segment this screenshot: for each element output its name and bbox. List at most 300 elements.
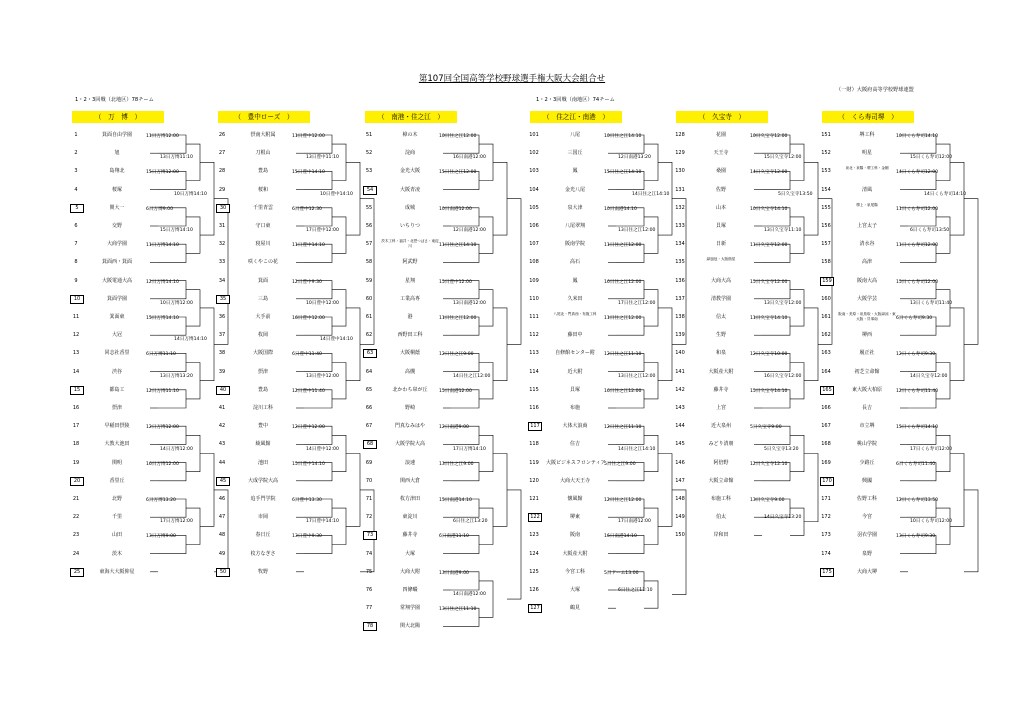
team-row <box>528 385 678 395</box>
team-row <box>216 476 366 486</box>
team-name: 咲くやこの花 <box>247 259 278 266</box>
team-name: 阪南・美原・泉鳥取・大阪緑涼・東大阪・貝塚南 <box>838 312 896 321</box>
block-header: （ 久宝寺 ） <box>676 111 768 123</box>
seed-number: 106 <box>529 223 539 229</box>
seed-number: 69 <box>365 459 373 466</box>
team-row <box>528 312 678 322</box>
seed-number: 141 <box>675 368 685 375</box>
team-row <box>70 221 220 231</box>
team-name: 羽衣学園 <box>856 532 877 539</box>
team-row <box>363 257 513 267</box>
team-row <box>363 458 513 468</box>
seed-number: 125 <box>529 568 539 575</box>
team-name: 箕面学園 <box>106 295 127 302</box>
seed-number: 65 <box>365 386 373 393</box>
team-name: 千里青雲 <box>252 204 273 211</box>
game-schedule: 15日住之江12:00 <box>439 170 477 176</box>
team-row <box>528 512 678 522</box>
team-name: 関明 <box>111 459 122 466</box>
seed-number: 172 <box>821 514 831 521</box>
team-row <box>674 530 824 540</box>
seed-number: 33 <box>218 259 226 266</box>
team-row <box>70 476 220 486</box>
game-schedule: 13日住之江12:00 <box>618 228 656 234</box>
team-name: 鶴見 <box>569 605 580 612</box>
game-schedule: 10日南港14:10 <box>604 206 637 212</box>
game-schedule: 10日久宝寺12:00 <box>750 134 788 139</box>
team-name: 同志社香里 <box>104 350 130 357</box>
team-name: 金光八尾 <box>564 186 585 193</box>
game-schedule: 6日南港11:10 <box>439 534 469 540</box>
team-name: いちりつ <box>399 223 420 229</box>
game-schedule: 15日豊中12:00 <box>439 279 472 285</box>
game-schedule: 14日久宝寺12:00 <box>750 170 788 176</box>
team-name: 堺工科 <box>859 132 875 138</box>
team-row <box>820 494 970 504</box>
team-name: 大阪電通大高 <box>101 277 132 284</box>
seed-number: 41 <box>218 405 226 411</box>
team-row <box>674 403 824 413</box>
game-schedule: 13日住之江12:00 <box>618 373 656 379</box>
team-row <box>528 476 678 486</box>
seed-number: 115 <box>529 386 539 393</box>
game-schedule: 10日豊中12:00 <box>306 300 339 306</box>
seed-number: 121 <box>529 496 539 502</box>
team-name: 和泉 <box>715 350 726 357</box>
team-name: 茨木 <box>111 550 122 557</box>
game-schedule: 14日万博14:10 <box>174 337 207 343</box>
team-row <box>674 239 824 249</box>
game-schedule: 15日万博14:10 <box>160 228 193 234</box>
seed-number: 6 <box>74 223 78 229</box>
team-row <box>528 421 678 431</box>
team-name: 桑園 <box>715 168 726 175</box>
team-row <box>820 166 970 176</box>
team-row <box>363 221 513 231</box>
game-schedule: 11日住之江12:00 <box>604 243 642 249</box>
game-schedule: 14日住之江14:10 <box>632 191 670 197</box>
game-schedule: 12日住之江12:00 <box>604 498 642 503</box>
seed-number: 71 <box>365 496 373 502</box>
team-name: 布施 <box>569 405 580 411</box>
team-row <box>820 367 970 377</box>
team-row <box>820 312 970 322</box>
team-name: 信太 <box>715 314 726 320</box>
seed-number: 46 <box>218 496 226 502</box>
organizer: （一財）大阪府高等学校野球連盟 <box>836 87 914 93</box>
team-name: 阪南 <box>569 532 580 539</box>
team-row <box>216 312 366 322</box>
team-name: 藤井寺 <box>713 386 729 393</box>
game-schedule: 11日久宝寺14:10 <box>750 316 788 321</box>
team-name: 箕面西・箕面 <box>101 259 132 266</box>
seed-number: 45 <box>216 477 230 486</box>
team-row <box>363 185 513 195</box>
bracket-column <box>822 111 972 711</box>
seed-number: 146 <box>675 459 685 466</box>
game-schedule: 14日豊中14:10 <box>320 337 353 343</box>
team-row <box>820 276 970 286</box>
team-name: 泉野 <box>861 550 872 557</box>
team-row <box>70 257 220 267</box>
team-name: 北野 <box>111 496 122 502</box>
team-name: 佐野工科 <box>856 496 877 502</box>
game-schedule: 10日くら寿司12:00 <box>910 519 953 525</box>
game-schedule: 15日万博14:10 <box>146 316 179 321</box>
team-name: 北かわち皐が丘 <box>392 386 428 393</box>
team-row <box>70 549 220 559</box>
team-row <box>363 476 513 486</box>
team-name: 豊中 <box>257 423 268 430</box>
team-name: 箕面東 <box>109 314 125 320</box>
seed-number: 56 <box>365 223 373 229</box>
team-name: 大商大堺 <box>856 568 877 575</box>
team-name: 岸和田 <box>713 532 729 539</box>
seed-number: 54 <box>363 186 377 195</box>
team-name: 豊島 <box>257 168 268 175</box>
team-row <box>820 385 970 395</box>
team-name: 履正社 <box>859 350 875 357</box>
seed-number: 149 <box>675 514 685 521</box>
seed-number: 160 <box>821 295 831 302</box>
team-row <box>820 476 970 486</box>
seed-number: 15 <box>70 386 84 395</box>
team-row <box>674 276 824 286</box>
team-row <box>216 512 366 522</box>
team-name: 藤田中 <box>567 332 583 339</box>
game-schedule: 12日万博11:10 <box>146 388 179 394</box>
game-schedule: 15日豊中14:10 <box>292 170 325 176</box>
team-row <box>363 203 513 213</box>
game-schedule: 14日久宝寺13:20 <box>764 514 802 520</box>
team-name: 山田 <box>111 532 122 539</box>
seed-number: 155 <box>821 204 831 211</box>
team-row <box>674 312 824 322</box>
team-name: 野崎 <box>404 405 415 411</box>
seed-number: 154 <box>821 186 831 193</box>
seed-number: 158 <box>821 259 831 266</box>
game-schedule: 5日住之江9:00 <box>604 461 636 467</box>
game-schedule: 12日久宝寺12:10 <box>750 461 788 467</box>
team-name: 貝塚 <box>569 386 580 393</box>
game-schedule: 12日くら寿司13:50 <box>896 498 939 503</box>
team-row <box>216 239 366 249</box>
team-name: 今宮 <box>861 514 872 521</box>
team-row <box>674 348 824 358</box>
team-row <box>363 130 513 140</box>
team-row <box>528 367 678 377</box>
team-name: 山本 <box>715 204 726 211</box>
team-name: みどり清朋 <box>708 441 734 448</box>
team-name: 西野田工科 <box>397 332 423 339</box>
team-name: 早稲田摂陵 <box>104 423 130 430</box>
seed-number: 38 <box>218 350 226 357</box>
seed-number: 58 <box>365 259 373 266</box>
game-schedule: 14日南港12:00 <box>453 592 486 598</box>
team-row <box>216 166 366 176</box>
team-row <box>216 257 366 267</box>
team-row <box>363 403 513 413</box>
seed-number: 59 <box>365 277 373 284</box>
team-row <box>528 549 678 559</box>
seed-number: 30 <box>216 204 230 213</box>
seed-number: 21 <box>72 496 80 502</box>
team-name: 大商大高 <box>710 277 731 284</box>
seed-number: 55 <box>365 204 373 211</box>
team-name: 八尾北・門真西・布施工科 <box>553 312 597 316</box>
seed-number: 14 <box>72 368 80 375</box>
team-name: 大阪ビジネスフロンティア <box>546 459 606 466</box>
team-name: 大商大天王寺 <box>559 477 590 484</box>
game-schedule: 13日くら寿司11:40 <box>910 300 953 306</box>
team-row <box>528 403 678 413</box>
seed-number: 47 <box>218 514 226 521</box>
team-row <box>70 294 220 304</box>
team-row <box>528 458 678 468</box>
team-row <box>528 257 678 267</box>
team-row <box>363 494 513 504</box>
team-row <box>528 294 678 304</box>
seed-number: 133 <box>675 223 685 229</box>
team-row <box>70 239 220 249</box>
team-row <box>363 439 513 449</box>
seed-number: 48 <box>218 532 226 539</box>
team-row <box>216 494 366 504</box>
seed-number: 169 <box>821 459 831 466</box>
team-row <box>363 385 513 395</box>
team-name: 大阪立命館 <box>708 477 734 484</box>
team-name: 大阪学院大高 <box>394 441 425 448</box>
team-name: 東海大大阪仰星 <box>99 568 135 575</box>
team-name: 豊島 <box>257 386 268 393</box>
game-schedule: 16日久宝寺12:00 <box>764 373 802 379</box>
seed-number: 161 <box>821 314 831 320</box>
team-row <box>674 421 824 431</box>
team-name: 摂津 <box>111 405 122 411</box>
team-name: 牧野 <box>257 568 268 575</box>
game-schedule: 14日久宝寺12:00 <box>910 373 948 379</box>
team-name: 追手門学院 <box>250 496 276 502</box>
team-row <box>363 276 513 286</box>
seed-number: 136 <box>675 277 685 284</box>
team-row <box>363 530 513 540</box>
block-header: （ 万 博 ） <box>72 111 164 123</box>
team-name: 八尾 <box>569 132 580 138</box>
team-name: 千里 <box>111 514 122 521</box>
seed-number: 102 <box>529 150 539 157</box>
team-row <box>674 439 824 449</box>
seed-number: 159 <box>820 277 834 286</box>
team-row <box>674 494 824 504</box>
team-row <box>70 203 220 213</box>
game-schedule: 6日万博9:00 <box>146 206 174 212</box>
game-schedule: 12日南港13:20 <box>618 155 651 161</box>
team-name: 上宮 <box>715 405 726 411</box>
team-row <box>70 458 220 468</box>
game-schedule: 14日くら寿司12:00 <box>896 170 939 176</box>
game-schedule: 17日万博12:00 <box>160 519 193 525</box>
team-row <box>674 203 824 213</box>
seed-number: 107 <box>529 241 539 248</box>
seed-number: 117 <box>528 422 542 431</box>
team-row <box>820 458 970 468</box>
game-schedule: 12日くら寿司9:30 <box>896 352 936 358</box>
team-name: 堺西 <box>861 332 872 339</box>
game-schedule: 17日豊中14:10 <box>306 519 339 525</box>
seed-number: 167 <box>821 423 831 430</box>
seed-number: 64 <box>365 368 373 375</box>
seed-number: 162 <box>821 332 831 339</box>
seed-number: 40 <box>216 386 230 395</box>
south-district-label: 1・2・3回戦（南地区）74チーム <box>536 97 615 103</box>
seed-number: 122 <box>528 513 542 522</box>
team-row <box>216 203 366 213</box>
game-schedule: 13日万博11:10 <box>160 155 193 161</box>
game-schedule: 15日南港14:10 <box>439 498 472 503</box>
game-schedule: 13日久宝寺9:00 <box>750 498 785 503</box>
bracket-connector <box>507 490 521 599</box>
team-row <box>820 330 970 340</box>
seed-number: 26 <box>218 132 226 138</box>
team-name: 島翔北 <box>109 168 125 175</box>
seed-number: 152 <box>821 150 831 157</box>
game-schedule: 6日くら寿司13:50 <box>910 228 950 234</box>
team-row <box>216 549 366 559</box>
seed-number: 120 <box>529 477 539 484</box>
team-row <box>216 348 366 358</box>
team-row <box>70 367 220 377</box>
team-name: 清風 <box>861 186 872 193</box>
seed-number: 150 <box>675 532 685 539</box>
team-row <box>70 494 220 504</box>
team-name: 淀商 <box>404 150 415 157</box>
game-schedule: 15日南港12:00 <box>439 388 472 394</box>
team-name: 阿倍野 <box>713 459 729 466</box>
seed-number: 157 <box>821 241 831 248</box>
team-name: 関大一 <box>109 204 125 211</box>
seed-number: 135 <box>675 259 685 266</box>
team-name: 清水谷 <box>859 241 875 248</box>
team-name: 布施工科 <box>710 496 731 502</box>
game-schedule: 13日南港12:00 <box>453 300 486 306</box>
game-schedule: 12日住之江11:10 <box>604 352 642 358</box>
seed-number: 68 <box>363 440 377 449</box>
team-name: 近大附 <box>567 368 583 375</box>
seed-number: 118 <box>529 441 539 448</box>
game-schedule: 16日万博12:00 <box>146 461 179 467</box>
team-name: 市立堺 <box>859 423 875 430</box>
seed-number: 129 <box>675 150 685 157</box>
seed-number: 164 <box>821 368 831 375</box>
seed-number: 128 <box>675 132 685 138</box>
team-name: 日新 <box>715 241 726 248</box>
team-name: 星翔 <box>404 277 415 284</box>
team-row <box>528 130 678 140</box>
team-name: 明星 <box>861 150 872 157</box>
game-schedule: 12日豊中9:30 <box>292 279 322 285</box>
team-row <box>820 421 970 431</box>
seed-number: 5 <box>70 204 84 213</box>
team-name: 常翔学園 <box>399 605 420 612</box>
team-row <box>528 148 678 158</box>
team-row <box>674 512 824 522</box>
seed-number: 67 <box>365 423 373 430</box>
seed-number: 3 <box>74 168 78 175</box>
team-row <box>528 239 678 249</box>
bracket-column <box>218 111 368 711</box>
team-row <box>528 330 678 340</box>
team-row <box>70 148 220 158</box>
block-header: （ 豊中ローズ ） <box>218 111 310 123</box>
team-row <box>70 312 220 322</box>
seed-number: 153 <box>821 168 831 175</box>
team-name: 清教学園 <box>710 295 731 302</box>
game-schedule: 5日久宝寺9:00 <box>750 425 782 431</box>
team-row <box>363 148 513 158</box>
team-name: 金光大阪 <box>399 168 420 175</box>
team-name: 花園 <box>715 132 726 138</box>
team-row <box>216 530 366 540</box>
team-name: 泉北・泉陽・堺工科・金剛 <box>845 166 889 171</box>
team-row <box>820 403 970 413</box>
team-row <box>70 385 220 395</box>
team-name: 泉大津 <box>567 204 583 211</box>
team-name: 住吉 <box>569 441 580 448</box>
game-schedule: 12日豊中11:40 <box>292 388 325 394</box>
team-row <box>674 330 824 340</box>
game-schedule: 5日ドーム13:00 <box>604 570 639 576</box>
team-row <box>528 530 678 540</box>
seed-number: 66 <box>365 405 373 411</box>
game-schedule: 11日豊中12:00 <box>292 134 325 139</box>
team-name: 大成学院大高 <box>247 477 278 484</box>
seed-number: 57 <box>365 241 373 248</box>
team-row <box>216 439 366 449</box>
team-name: 市岡 <box>257 514 268 521</box>
team-name: 渋谷 <box>111 368 122 375</box>
team-name: 鳳 <box>572 168 578 175</box>
team-name: 近大泉州 <box>710 423 731 430</box>
team-name: 阪南大高 <box>856 277 877 284</box>
game-schedule: 17日南港12:00 <box>618 519 651 525</box>
team-name: 少路丘 <box>859 459 875 466</box>
seed-number: 163 <box>821 350 831 357</box>
game-schedule: 13日住之江9:00 <box>439 461 474 467</box>
seed-number: 77 <box>365 605 373 612</box>
game-schedule: 11日住之江14:10 <box>439 243 477 249</box>
seed-number: 127 <box>528 604 542 613</box>
game-schedule: 12日万博14:10 <box>146 279 179 285</box>
team-name: 大阪国際 <box>252 350 273 357</box>
seed-number: 132 <box>675 204 685 211</box>
game-schedule: 12日南港9:00 <box>439 425 469 431</box>
team-row <box>216 276 366 286</box>
game-schedule: 13日住之江11:10 <box>439 607 477 613</box>
team-row <box>70 166 220 176</box>
team-name: 大阪産大附 <box>562 550 588 557</box>
bracket-column <box>365 111 515 711</box>
game-schedule: 13日豊中12:00 <box>306 373 339 379</box>
game-schedule: 6日豊中11:40 <box>292 352 322 358</box>
game-schedule: 14日くら寿司14:10 <box>924 191 967 197</box>
team-row <box>528 348 678 358</box>
seed-number: 165 <box>820 386 834 395</box>
team-name: 浪速 <box>404 459 415 466</box>
seed-number: 7 <box>74 241 78 248</box>
seed-number: 29 <box>218 186 226 193</box>
team-row <box>674 130 824 140</box>
seed-number: 104 <box>529 186 539 193</box>
